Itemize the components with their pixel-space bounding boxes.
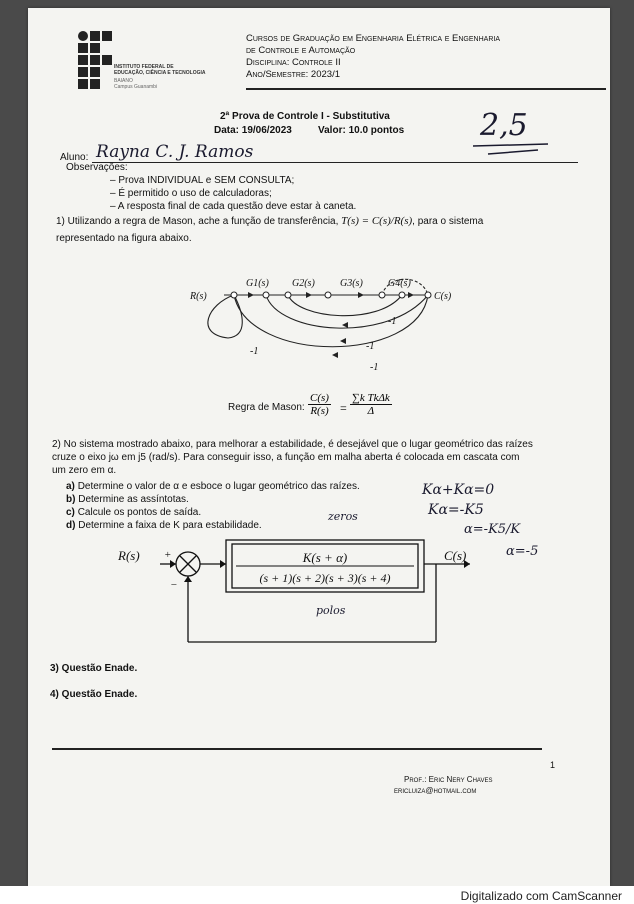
- institution-line: EDUCAÇÃO, CIÊNCIA E TECNOLOGIA: [114, 70, 206, 76]
- bd-output-label: C(s): [444, 548, 467, 563]
- q2-intro-line: cruze o eixo jω em j5 (rad/s). Para conseguir isso, a função em malha aberta é colocada em cascata com: [52, 452, 520, 463]
- mason-label: Regra de Mason:: [228, 402, 305, 413]
- sfg-block-g1: G1(s): [246, 278, 269, 289]
- page-number: 1: [550, 760, 556, 770]
- observation-text: A resposta final de cada questão deve estar à caneta.: [117, 201, 357, 212]
- sfg-output-label: C(s): [434, 291, 452, 302]
- mason-rhs-fraction: [350, 392, 392, 417]
- sfg-gain: -1: [250, 346, 259, 357]
- grade-underline: [468, 138, 558, 158]
- course-line: Cursos de Graduação em Engenharia Elétrica e Engenharia: [246, 33, 500, 44]
- student-line: [92, 162, 578, 163]
- bd-minus-sign: −: [170, 579, 178, 591]
- exam-value: Valor: 10.0 pontos: [318, 125, 405, 136]
- sfg-gain: -1: [366, 341, 375, 352]
- q2-item-text: Calcule os pontos de saída.: [77, 507, 202, 518]
- institution-line: INSTITUTO FEDERAL DE: [114, 64, 174, 70]
- q2-item: [66, 519, 446, 532]
- discipline-line: Disciplina: Controle II: [246, 57, 341, 68]
- bd-numerator: K(s + α): [302, 550, 348, 565]
- hw-polos: polos: [316, 604, 346, 617]
- sfg-gain: -1: [370, 362, 379, 373]
- observations-list: [110, 174, 356, 213]
- hw-zeros: zeros: [328, 510, 358, 523]
- q2-intro-line: 2) No sistema mostrado abaixo, para melhorar a estabilidade, é desejável que o lugar geométrico das raízes: [52, 439, 533, 450]
- hw-eq-3: α=-K5/K: [464, 522, 521, 537]
- q2-item: [66, 493, 446, 506]
- q2-item-text: Determine a faixa de K para estabilidade.: [78, 520, 262, 531]
- q2-item-text: Determine as assíntotas.: [78, 494, 189, 505]
- mason-lhs-fraction: [308, 392, 331, 417]
- signal-flow-graph: [188, 264, 488, 376]
- sfg-input-label: R(s): [190, 291, 207, 302]
- q2-items: [66, 480, 446, 532]
- semester-line: Ano/Semestre: 2023/1: [246, 69, 340, 80]
- exam-date: Data: 19/06/2023: [214, 125, 292, 136]
- exam-sheet: [28, 8, 610, 886]
- q3-text: 3) Questão Enade.: [50, 663, 138, 674]
- mason-rhs-num: ∑k TkΔk: [352, 392, 390, 404]
- mason-lhs-num: C(s): [310, 392, 329, 404]
- bd-denominator: (s + 1)(s + 2)(s + 3)(s + 4): [259, 571, 391, 585]
- hw-eq-1: Kα+Kα=0: [422, 482, 495, 498]
- sfg-block-g4: G4(s): [388, 278, 411, 289]
- professor-name: Prof.: Eric Nery Chaves: [404, 775, 493, 784]
- q2-item: [66, 480, 446, 493]
- q2-item-letter: a): [66, 481, 75, 492]
- header-rule: [246, 88, 606, 90]
- footer-rule: [52, 748, 542, 750]
- institution-logo: [78, 31, 114, 91]
- sfg-block-g3: G3(s): [340, 278, 363, 289]
- q1-text-b: , para o sistema: [412, 216, 484, 227]
- q1-transfer-function: T(s) = C(s)/R(s): [341, 215, 413, 227]
- q2-item-letter: c): [66, 507, 75, 518]
- institution-name: [114, 64, 224, 90]
- observations-label: Observações:: [66, 162, 128, 173]
- institution-sub: Campus Guanambi: [114, 84, 158, 90]
- student-name-handwritten: Rayna C. J. Ramos: [96, 142, 254, 162]
- scanner-watermark: Digitalizado com CamScanner: [460, 889, 622, 903]
- grade-handwritten: 2,5: [480, 108, 528, 143]
- sfg-block-g2: G2(s): [292, 278, 315, 289]
- q1-text: [56, 215, 606, 228]
- student-label: Aluno:: [60, 152, 89, 163]
- q1-text-c: representado na figura abaixo.: [56, 233, 192, 244]
- q4-text: 4) Questão Enade.: [50, 689, 138, 700]
- q2-item: [66, 506, 446, 519]
- q2-intro-line: um zero em α.: [52, 465, 117, 476]
- q2-item-letter: b): [66, 494, 76, 505]
- mason-equals: =: [340, 401, 347, 415]
- sfg-gain: -1: [388, 316, 397, 327]
- q2-item-letter: d): [66, 520, 76, 531]
- observation-text: Prova INDIVIDUAL e SEM CONSULTA;: [118, 175, 295, 186]
- hw-eq-4: α=-5: [506, 544, 539, 559]
- institution-sub: BAIANO: [114, 78, 133, 84]
- observation-text: É permitido o uso de calculadoras;: [118, 188, 272, 199]
- mason-lhs-den: R(s): [310, 405, 329, 417]
- block-diagram: [116, 538, 486, 648]
- mason-rhs-den: Δ: [367, 405, 375, 417]
- q1-text-a: 1) Utilizando a regra de Mason, ache a função de transferência,: [56, 216, 339, 227]
- logo-grid-icon: [78, 31, 114, 91]
- course-line: de Controle e Automação: [246, 45, 356, 56]
- professor-email: ericluiza@hotmail.com: [394, 786, 477, 795]
- course-header: [246, 33, 606, 81]
- observation-item: – Prova INDIVIDUAL e SEM CONSULTA;: [110, 175, 295, 186]
- bd-plus-sign: +: [164, 549, 172, 561]
- q2-intro: [52, 438, 608, 477]
- q2-item-text: Determine o valor de α e esboce o lugar geométrico das raízes.: [77, 481, 360, 492]
- observation-item: – É permitido o uso de calculadoras;: [110, 188, 272, 199]
- bd-input-label: R(s): [118, 548, 140, 563]
- exam-title: 2ª Prova de Controle I - Substitutiva: [220, 111, 390, 122]
- hw-eq-2: Kα=-K5: [428, 502, 484, 518]
- observation-item: – A resposta final de cada questão deve estar à caneta.: [110, 201, 357, 212]
